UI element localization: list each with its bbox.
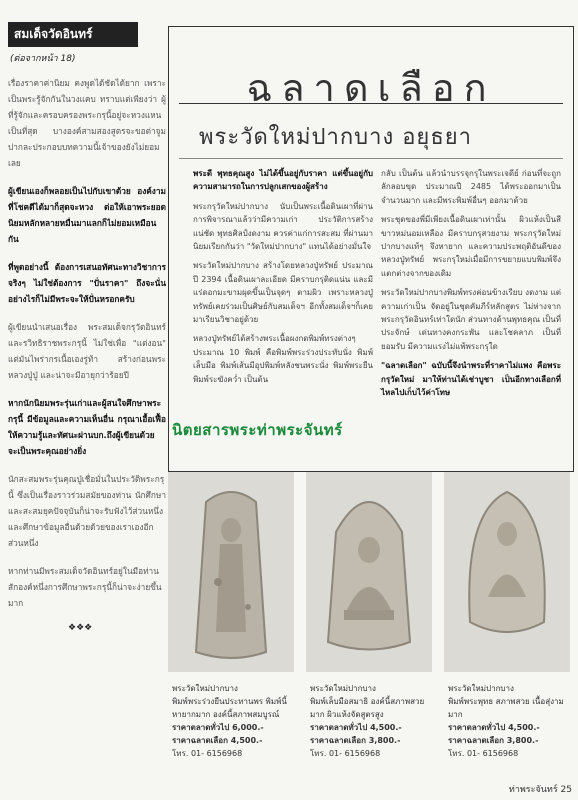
- left-paragraph: หากท่านมีพระสมเด็จวัดอินทร์อยู่ในมือท่านสักองค์หนึ่งการศึกษาพระกรุนี้ก็น่าจะง่ายขึ้นมาก: [8, 566, 162, 608]
- page-footer: [509, 782, 572, 796]
- page-number: 25: [560, 785, 572, 795]
- amulet-info: [448, 682, 568, 760]
- amulet-name: พระวัดใหม่ปากบาง: [448, 684, 514, 693]
- phone-number: โทร. 01- 6156968: [172, 749, 243, 758]
- article-frame: [168, 26, 574, 472]
- amulet-detail: พิมพ์พระพุทธ สภาพสวย เนื้อสุ่งามมาก: [448, 697, 564, 719]
- buddha-amulet-image: [444, 472, 570, 672]
- amulet-detail: พิมพ์เล็บมือสมาธิ องค์นี้สภาพสวยมาก ผิวแห้งจัดสูตรสูง: [310, 697, 425, 719]
- amulet-photo: [168, 472, 294, 672]
- title-divider: [179, 103, 563, 104]
- amulet-card: [168, 472, 294, 772]
- article-paragraph: พระดี พุทธคุณสูง ไม่ได้ขึ้นอยู่กับราคา แต่ขึ้นอยู่กับความสามารถในการปลูกเสกของผู้สร้าง: [193, 169, 373, 192]
- amulet-name: พระวัดใหม่ปากบาง: [310, 684, 376, 693]
- seated-buddha-amulet-image: [306, 472, 432, 672]
- article-paragraph: หลวงปู่ทรัพย์ได้สร้างพระเนื้อผงกดพิมพ์ทรงต่างๆ ประมาณ 10 พิมพ์ คือพิมพ์พระร่วงประทับนั่ง พิมพ์เล็บมือ พิมพ์เส้นมีอุปพิมพ์หลังชนพระนั่ง พิมพ์พระยืน พิมพ์ระฆังคว่ำ เป็นต้น: [193, 334, 373, 384]
- article-paragraph: พระวัดใหม่ปากบาง สร้างโดยหลวงปู่ทรัพย์ ประมาณปี 2394 เนื้อดินเผาละเอียด มีคราบกรุติดแน่น และมีแร่ดอกมะขามผุดขึ้นเป็นจุดๆ ตามผิว เพราะหลวงปู่ทรัพย์เคยร่วมเป็นศิษย์กับสมเด็จฯ อีกทั้งสมเด็จฯก็เคยมาเรียนวิชาอยู่ด้วย: [193, 261, 373, 325]
- amulet-photo: [444, 472, 570, 672]
- left-paragraph: เรื่องราคาค่านิยม คงพูดได้ชัดได้ยาก เพราะเป็นพระรู้จักกันในวงแคบ ทราบแต่เพียงว่า ผู้ที่รู้จักและครอบครองพระกรุนี้อยู่จะหวงแหนเป็นที่สุด บางองค์สามสองสูตรจะขอต่าจูมปากละประกอบบทความนี้เจ้าของยังไม่ยอมเลย: [8, 78, 166, 168]
- continued-note: (ต่อจากหน้า 18): [10, 54, 76, 64]
- select-price: ราคาฉลาดเลือก 3,800.-: [448, 736, 539, 745]
- amulet-card: [444, 472, 570, 772]
- article-sub-title: พระวัดใหม่ปากบาง อยุธยา: [199, 125, 472, 150]
- market-price: ราคาตลาดทั่วไป 4,500.-: [310, 723, 402, 732]
- left-paragraph: ที่พูดอย่างนี้ ต้องการเสนอทัศนะทางวิชาการจริงๆ ไม่ใช่ต้องการ "ปั่นราคา" ถึงจะนั่นอย่างไรก็ไม่มีพระจะให้ปั่นหรอกครับ: [8, 262, 166, 304]
- amulet-cards: [168, 472, 572, 772]
- subtitle-divider: [179, 158, 563, 159]
- amulet-info: [310, 682, 430, 760]
- left-paragraph: นักสะสมพระรุ่นคุณปู่เชื่อมั่นในประวัติพระกรุนี้ ซึ่งเป็นเรื่องราวร่วมสมัยของท่าน นักศึกษาและสะสมยุคปัจจุบันก็น่าจะรับฟังไว้ส่วนหนึ่ง และศึกษาข้อมูลอื่นด้วยด้วยของเราเองอีกส่วนหนึ่ง: [8, 474, 166, 548]
- select-price: ราคาฉลาดเลือก 4,500.-: [172, 736, 263, 745]
- article-paragraph: พระชุดของพี่มีเพียงเนื้อดินเผาเท่านั้น ผิวแห้งเป็นสีขาวหม่นอมเหลือง มีคราบกรุสวยงาม พระกรุวัดใหม่ปากบางแท้ๆ จึงหายาก และความประพฤติอันดีของหลวงปู่ทรัพย์ พระกรุใหม่เมื่อมีการขยายแบบพิมพ์จึงแตกต่างจากของเดิม: [381, 215, 561, 278]
- standing-buddha-amulet-image: [168, 472, 294, 672]
- select-price: ราคาฉลาดเลือก 3,800.-: [310, 736, 401, 745]
- end-mark: ❖❖❖: [68, 623, 93, 633]
- left-column: [8, 22, 166, 782]
- left-paragraph: หากนักนิยมพระรุ่นเก่าและผู้สนใจศึกษาพระกรุนี้ มีข้อมูลและความเห็นอื่น กรุณาเอื้อเฟื้อให้ความรู้และทัศนะผ่านบก.ถึงผู้เขียนด้วย จะเป็นพระคุณอย่างยิ่ง: [8, 398, 166, 456]
- market-price: ราคาตลาดทั่วไป 4,500.-: [448, 723, 540, 732]
- section-title: สมเด็จวัดอินทร์: [8, 22, 138, 47]
- left-paragraph: ผู้เขียนเองก็พลอยเป็นไปกับเขาด้วย องค์งามที่โชคดีได้มาก็สุดจะหวง ต่อให้เอาพระยอดนิยมหลักหลายหมื่นมาแลกก็ไม่ยอมเหมือนกัน: [8, 186, 166, 244]
- article-column-2: [381, 167, 561, 406]
- amulet-info: [172, 682, 292, 760]
- article-paragraph: พระวัดใหม่ปากบางพิมพ์ทรงค่อนข้างเรียบ งดงาม แต่ความเก่าเป็น จัดอยู่ในชุดคัมภีร์หลักสูตร ไม่ห่างจากพระกรุวัดอินทร์เท่าใดนัก ส่วนทางด้านพุทธคุณ เป็นที่ประจักษ์ เด่นทางคงกระพัน และโชคลาภ เป็นที่ยอมรับ มีความแรงไม่แพ้พระกรุใด: [381, 288, 561, 351]
- article-paragraph: กลับ เป็นต้น แล้วนำบรรจุกรุในพระเจดีย์ ก่อนที่จะถูกลักลอบขุด ประมาณปี 2485 ได้พระออกมาเป็นจำนวนมาก และมีพระพิมพ์อื่นๆ ออกมาด้วย: [381, 169, 561, 205]
- phone-number: โทร. 01- 6156968: [448, 749, 519, 758]
- market-price: ราคาตลาดทั่วไป 6,000.-: [172, 723, 264, 732]
- article-column-1: [193, 167, 373, 392]
- left-paragraph: ผู้เขียนนำเสนอเรื่อง พระสมเด็จกรุวัดอินทร์ และรวิทธิราชพระกรุนี้ ไม่ใช่เพื่อ "แต่งอน" แต่มันไพร่ากรเนื้อเองรู่ท้า สร้างก่อนพระหลวงปู่ปู่ และน่าจะมีอายุกว่าร้อยปี: [8, 322, 166, 380]
- article-highlight: "ฉลาดเลือก" ฉบับนี้จึงนำพระที่ราคาไม่แพง คือพระกรุวัดใหม่ มาให้ท่านได้เช่าบูชา เป็นอีกทางเลือกที่ไหลไปเก็บไว้ค่าโทษ: [381, 361, 561, 398]
- amulet-photo: [306, 472, 432, 672]
- article-paragraph: พระกรุวัดใหม่ปากบาง นับเป็นพระเนื้อดินเผาที่ผ่านการพิจารณาแล้วว่ามีความเก่า ประวัติการสร้างแน่ชัด พุทธศิลป์งดงาม ควรค่าแก่การสะสม ที่ผ่านมานิยมเรียกกันว่า "วัดใหม่ปากบาง" แทนได้อย่างมั่นใจ: [193, 201, 373, 252]
- amulet-name: พระวัดใหม่ปากบาง: [172, 684, 238, 693]
- magazine-name: ท่าพระจันทร์: [508, 785, 558, 795]
- article-big-title: ฉลาดเลือก: [246, 66, 496, 110]
- watermark-text: นิตยสารพระท่าพระจันทร์: [172, 421, 343, 439]
- amulet-card: [306, 472, 432, 772]
- phone-number: โทร. 01- 6156968: [310, 749, 381, 758]
- amulet-detail: พิมพ์พระร่วงยืนประทานพร พิมพ์นี้หายากมาก องค์นี้สภาพสมบูรณ์: [172, 697, 287, 719]
